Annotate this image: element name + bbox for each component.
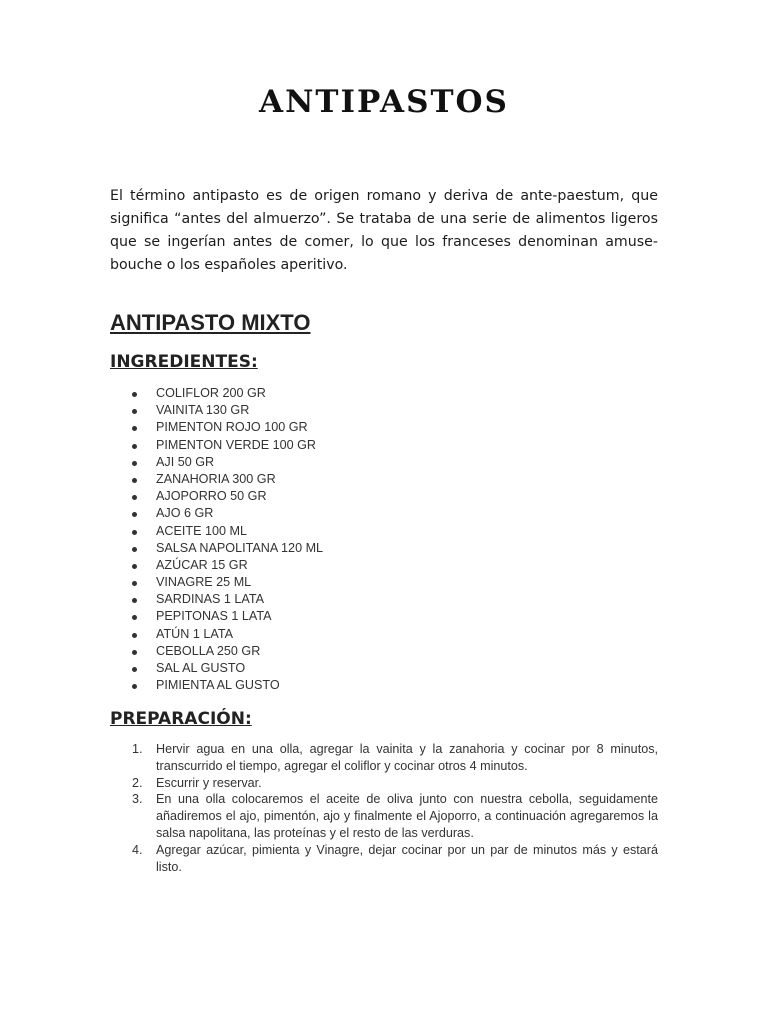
ingredient-text: ATÚN 1 LATA xyxy=(156,626,233,641)
document-title: ANTIPASTOS xyxy=(259,84,509,120)
ingredient-item xyxy=(110,402,323,419)
ingredient-item xyxy=(110,591,323,608)
ingredients-list xyxy=(110,385,323,694)
ingredients-heading: INGREDIENTES: xyxy=(110,352,258,372)
ingredient-item xyxy=(110,488,323,505)
step-number: 2. xyxy=(132,775,143,790)
ingredient-text: AJO 6 GR xyxy=(156,506,214,521)
ingredient-item xyxy=(110,677,323,694)
ingredient-item xyxy=(110,608,323,625)
ingredient-item xyxy=(110,660,323,677)
bullet-icon xyxy=(132,409,137,414)
step-text: Escurrir y reservar. xyxy=(156,775,262,790)
ingredient-item xyxy=(110,454,323,471)
step-item xyxy=(110,791,658,841)
ingredient-text: AJI 50 GR xyxy=(156,454,215,469)
step-text: En una olla colocaremos el aceite de oliva junto con nuestra cebolla, seguidamente añadiremos el ajo, pimentón, ajo y finalmente el Ajoporro, a continuación agregaremos la salsa napolitana, las proteínas y el resto de las verduras. xyxy=(156,792,658,840)
ingredient-text: VAINITA 130 GR xyxy=(156,403,250,418)
ingredient-text: AZÚCAR 15 GR xyxy=(156,557,248,572)
bullet-icon xyxy=(132,650,137,655)
ingredient-text: PIMENTON ROJO 100 GR xyxy=(156,420,308,435)
step-item xyxy=(110,775,658,792)
ingredient-text: SARDINAS 1 LATA xyxy=(156,592,265,607)
bullet-icon xyxy=(132,684,137,689)
step-item xyxy=(110,842,658,876)
ingredient-text: SALSA NAPOLITANA 120 ML xyxy=(156,540,324,555)
ingredient-item xyxy=(110,574,323,591)
bullet-icon xyxy=(132,598,137,603)
bullet-icon xyxy=(132,581,137,586)
step-text: Hervir agua en una olla, agregar la vainita y la zanahoria y cocinar por 8 minutos, transcurrido el tiempo, agregar el coliflor y cocinar otros 4 minutos. xyxy=(156,742,658,773)
recipe-title: ANTIPASTO MIXTO xyxy=(110,310,311,335)
ingredient-text: AJOPORRO 50 GR xyxy=(156,489,267,504)
bullet-icon xyxy=(132,426,137,431)
bullet-icon xyxy=(132,461,137,466)
bullet-icon xyxy=(132,478,137,483)
step-text: Agregar azúcar, pimienta y Vinagre, dejar cocinar por un par de minutos más y estará listo. xyxy=(156,842,658,874)
ingredient-item xyxy=(110,523,323,540)
bullet-icon xyxy=(132,564,137,569)
bullet-icon xyxy=(132,495,137,500)
bullet-icon xyxy=(132,392,137,397)
bullet-icon xyxy=(132,667,137,672)
ingredient-item xyxy=(110,643,323,660)
ingredient-item xyxy=(110,540,323,557)
intro-paragraph: El término antipasto es de origen romano y deriva de ante-paestum, que significa “antes del almuerzo”. Se trataba de una serie de alimentos ligeros que se ingerían antes de comer, lo que los franceses denominan amuse-bouche o los españoles aperitivo. xyxy=(110,188,658,273)
ingredient-item xyxy=(110,419,323,436)
ingredient-text: COLIFLOR 200 GR xyxy=(156,386,266,400)
ingredient-text: PEPITONAS 1 LATA xyxy=(156,609,272,624)
preparation-heading: PREPARACIÓN: xyxy=(110,709,252,729)
ingredient-text: ACEITE 100 ML xyxy=(156,523,247,538)
ingredient-text: PIMENTON VERDE 100 GR xyxy=(156,437,317,452)
step-number: 1. xyxy=(132,742,143,756)
bullet-icon xyxy=(132,633,137,638)
ingredient-item xyxy=(110,385,323,402)
ingredient-text: CEBOLLA 250 GR xyxy=(156,643,261,658)
ingredient-item xyxy=(110,626,323,643)
ingredient-item xyxy=(110,505,323,522)
ingredient-text: VINAGRE 25 ML xyxy=(156,575,252,590)
step-item xyxy=(110,741,658,775)
step-number: 4. xyxy=(132,842,143,857)
bullet-icon xyxy=(132,444,137,449)
step-number: 3. xyxy=(132,792,143,807)
ingredient-text: ZANAHORIA 300 GR xyxy=(156,471,276,486)
bullet-icon xyxy=(132,530,137,535)
bullet-icon xyxy=(132,547,137,552)
preparation-steps xyxy=(110,741,658,875)
ingredient-item xyxy=(110,437,323,454)
ingredient-item xyxy=(110,471,323,488)
ingredient-item xyxy=(110,557,323,574)
ingredient-text: SAL AL GUSTO xyxy=(156,661,246,675)
ingredient-text: PIMIENTA AL GUSTO xyxy=(156,678,280,693)
bullet-icon xyxy=(132,512,137,517)
bullet-icon xyxy=(132,615,137,620)
